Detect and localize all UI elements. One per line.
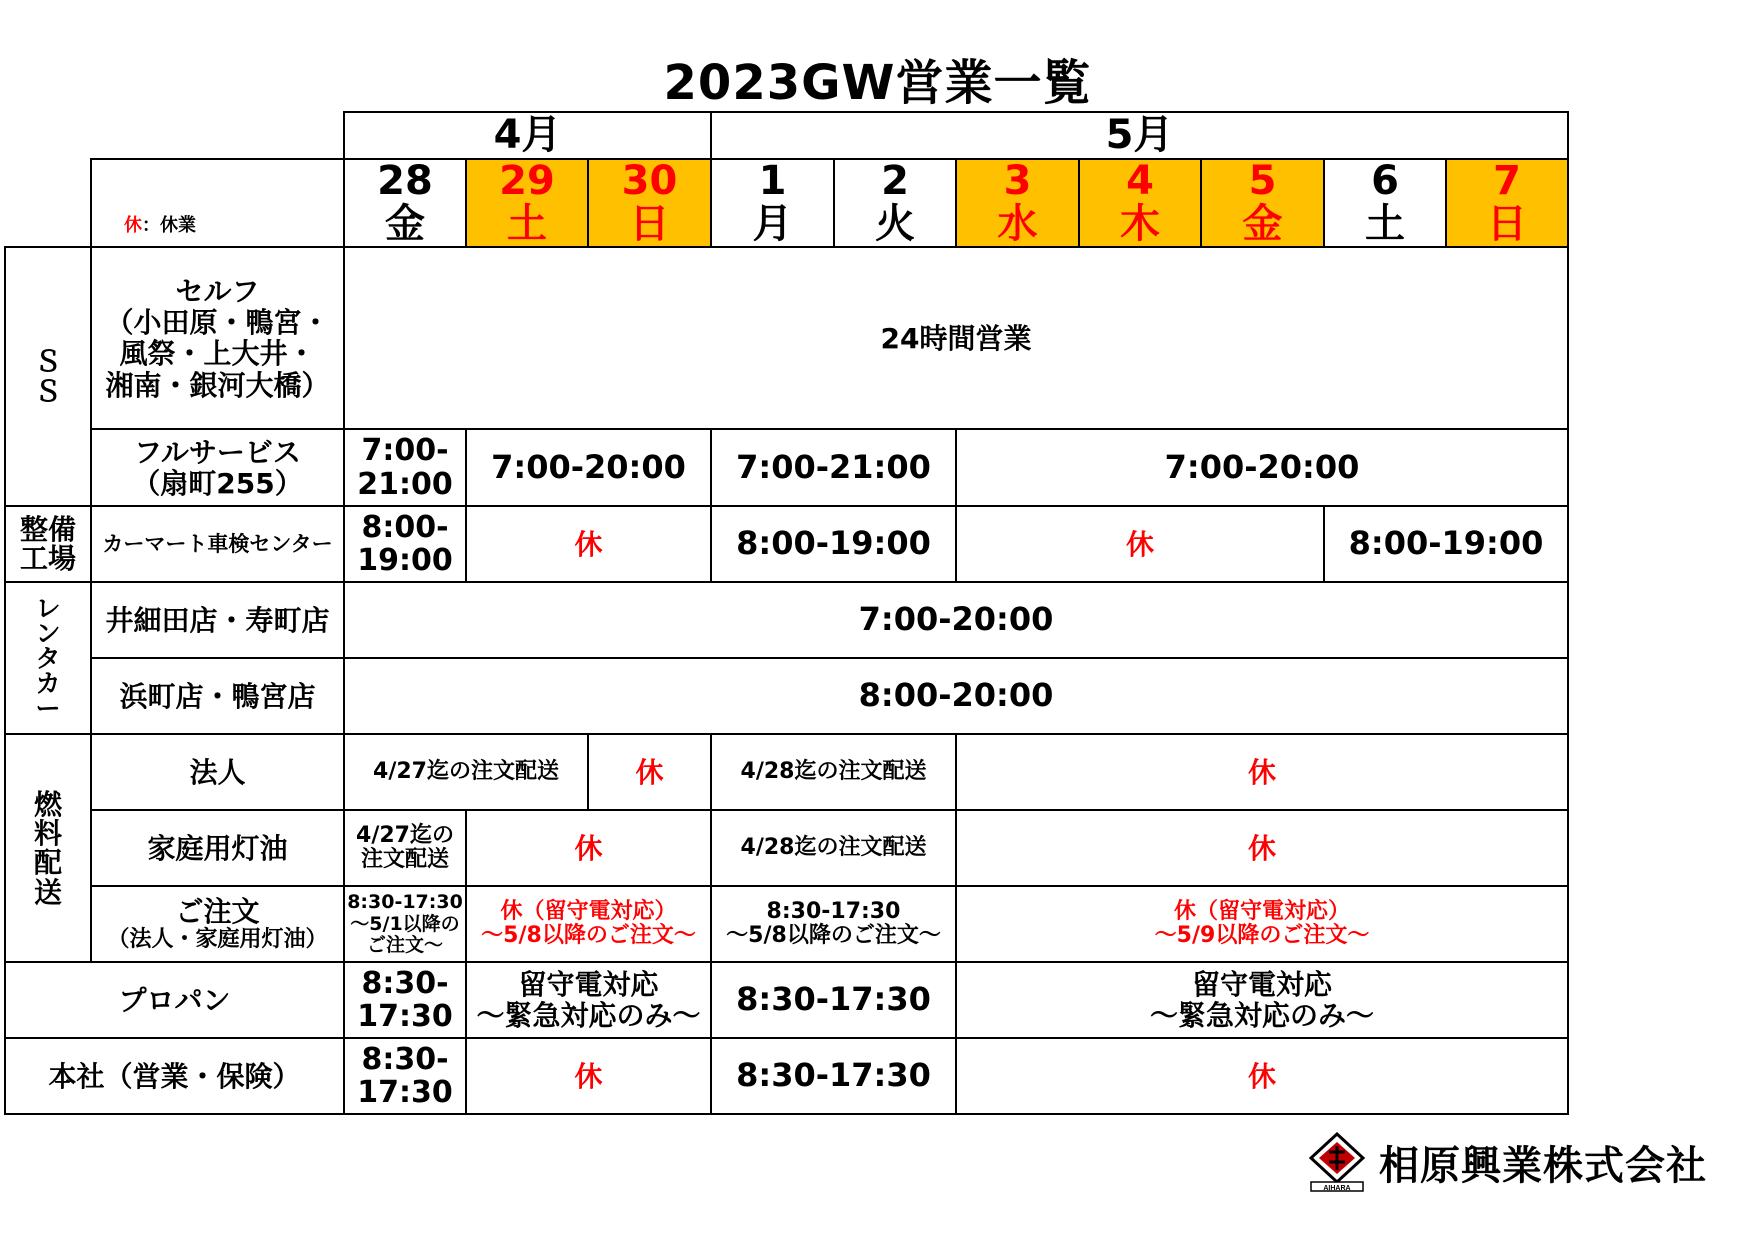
legend-text: ：休業: [142, 215, 196, 237]
seibi-hours-6-7: 8:00-19:00: [1324, 506, 1568, 582]
label-hojin: 法人: [91, 734, 344, 810]
full-hours-1-2: 7:00-21:00: [711, 429, 956, 506]
hojin-1-2: 4/28迄の注文配送: [711, 734, 956, 810]
propane-1-2: 8:30-17:30: [711, 962, 956, 1038]
day-header-28: 28 金: [344, 159, 466, 247]
day-header-30: 30 日: [588, 159, 711, 247]
day-header-7: 7 日: [1446, 159, 1568, 247]
order-29-30: 休（留守電対応） ～5/8以降のご注文～: [466, 886, 711, 962]
propane-29-30: 留守電対応 ～緊急対応のみ～: [466, 962, 711, 1038]
day-header-29: 29 土: [466, 159, 588, 247]
seibi-closed-29-30: 休: [466, 506, 711, 582]
day-header-3: 3 水: [956, 159, 1079, 247]
seibi-closed-3-5: 休: [956, 506, 1324, 582]
propane-3-7: 留守電対応 ～緊急対応のみ～: [956, 962, 1568, 1038]
label-honsha: 本社（営業・保険）: [5, 1038, 344, 1114]
category-ss: Ｓ Ｓ: [5, 247, 91, 506]
label-carmart: カーマート車検センター: [91, 506, 344, 582]
order-3-7: 休（留守電対応） ～5/9以降のご注文～: [956, 886, 1568, 962]
full-hours-3-7: 7:00-20:00: [956, 429, 1568, 506]
rental-store2-hours: 8:00-20:00: [344, 658, 1568, 734]
legend: [91, 159, 344, 247]
honsha-1-2: 8:30-17:30: [711, 1038, 956, 1114]
label-propane: プロパン: [5, 962, 344, 1038]
day-header-6: 6 土: [1324, 159, 1446, 247]
day-header-2: 2 火: [834, 159, 956, 247]
category-rental: レ ン タ カ ー: [5, 582, 91, 734]
honsha-closed-3-7: 休: [956, 1038, 1568, 1114]
label-full-service: フルサービス （扇町255）: [91, 429, 344, 506]
katei-28: 4/27迄の 注文配送: [344, 810, 466, 886]
day-header-5: 5 金: [1201, 159, 1324, 247]
day-header-1: 1 月: [711, 159, 834, 247]
corner-empty: [5, 112, 344, 159]
hojin-closed-30: 休: [588, 734, 711, 810]
svg-text:AIHARA: AIHARA: [1323, 1185, 1351, 1192]
legend-closed-mark: 休: [124, 215, 142, 237]
month-may: 5月: [711, 112, 1568, 159]
footer: [1307, 1132, 1707, 1192]
category-seibi: 整備 工場: [5, 506, 91, 582]
day-header-4: 4 木: [1079, 159, 1201, 247]
hojin-closed-3-7: 休: [956, 734, 1568, 810]
order-28: 8:30-17:30 ～5/1以降の ご注文～: [344, 886, 466, 962]
seibi-hours-1-2: 8:00-19:00: [711, 506, 956, 582]
full-hours-29-30: 7:00-20:00: [466, 429, 711, 506]
honsha-closed-29-30: 休: [466, 1038, 711, 1114]
gw-schedule-table: [4, 111, 1569, 1115]
corner-blank: [5, 159, 91, 247]
label-rental-store1: 井細田店・寿町店: [91, 582, 344, 658]
label-rental-store2: 浜町店・鴨宮店: [91, 658, 344, 734]
katei-closed-3-7: 休: [956, 810, 1568, 886]
company-name: 相原興業株式会社: [1379, 1142, 1707, 1189]
label-self: セルフ （小田原・鴨宮・ 風祭・上大井・ 湘南・銀河大橋）: [91, 247, 344, 429]
seibi-hours-28: 8:00- 19:00: [344, 506, 466, 582]
label-order: ご注文 （法人・家庭用灯油）: [91, 886, 344, 962]
hojin-28-29: 4/27迄の注文配送: [344, 734, 588, 810]
company-logo-icon: [1307, 1132, 1367, 1192]
category-fuel: 燃 料 配 送: [5, 734, 91, 962]
rental-store1-hours: 7:00-20:00: [344, 582, 1568, 658]
label-katei: 家庭用灯油: [91, 810, 344, 886]
order-1-2: 8:30-17:30 ～5/8以降のご注文～: [711, 886, 956, 962]
page-title: 2023GW営業一覧: [663, 55, 1092, 111]
honsha-28: 8:30- 17:30: [344, 1038, 466, 1114]
katei-1-2: 4/28迄の注文配送: [711, 810, 956, 886]
katei-closed-29-30: 休: [466, 810, 711, 886]
full-hours-28: 7:00- 21:00: [344, 429, 466, 506]
propane-28: 8:30- 17:30: [344, 962, 466, 1038]
self-hours: 24時間営業: [344, 247, 1568, 429]
month-april: 4月: [344, 112, 711, 159]
